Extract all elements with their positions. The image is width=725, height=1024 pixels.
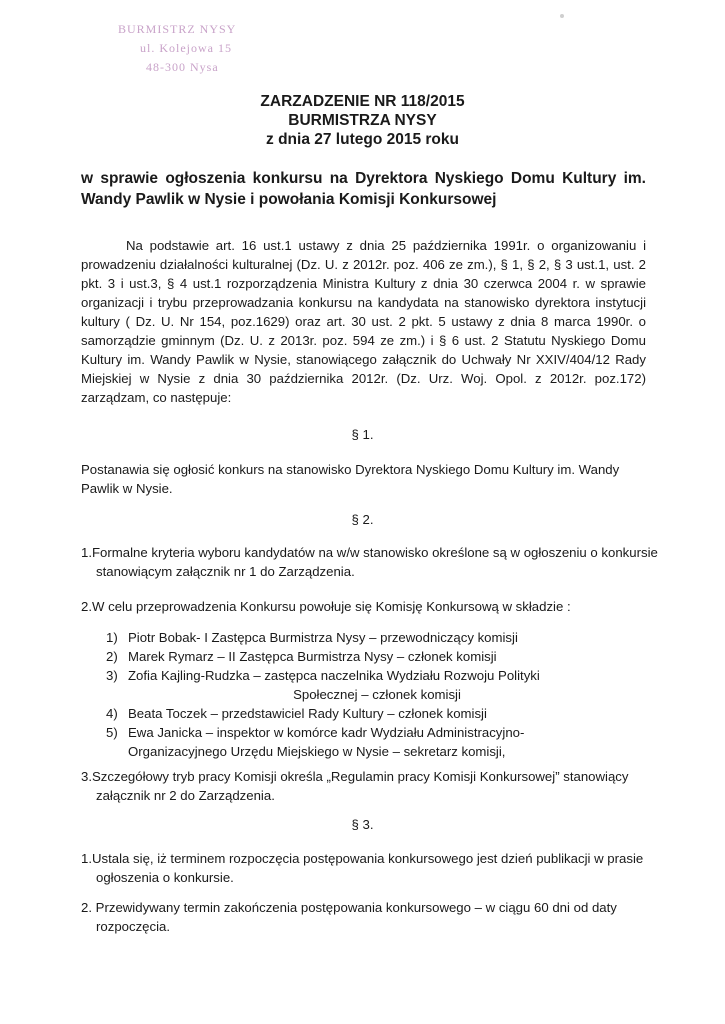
stamp-line-city: 48-300 Nysa bbox=[146, 60, 219, 74]
section-1-text: Postanawia się ogłosić konkurs na stanowisko Dyrektora Nyskiego Domu Kultury im. Wandy Pawlik w Nysie. bbox=[81, 462, 620, 496]
list-item-text: Beata Toczek – przedstawiciel Rady Kultury – członek komisji bbox=[128, 706, 487, 721]
list-item bbox=[106, 628, 626, 647]
section-3-point-2: 2. Przewidywany termin zakończenia postępowania konkursowego – w ciągu 60 dni od daty rozpoczęcia. bbox=[81, 900, 617, 934]
list-item-continuation: Organizacyjnego Urzędu Miejskiego w Nysie – sekretarz komisji, bbox=[128, 744, 506, 759]
document-header bbox=[0, 92, 725, 149]
list-item bbox=[106, 647, 626, 666]
scan-speck bbox=[560, 14, 564, 18]
list-item-text: Zofia Kajling-Rudzka – zastępca naczelnika Wydziału Rozwoju Polityki bbox=[128, 668, 540, 683]
commission-members-list bbox=[106, 628, 626, 761]
list-item-text: Piotr Bobak- I Zastępca Burmistrza Nysy – przewodniczący komisji bbox=[128, 630, 518, 645]
list-item-text: Ewa Janicka – inspektor w komórce kadr Wydziału Administracyjno- bbox=[128, 725, 525, 740]
ordinance-number: ZARZADZENIE NR 118/2015 bbox=[260, 93, 465, 110]
list-item bbox=[106, 666, 626, 704]
issuer: BURMISTRZA NYSY bbox=[288, 112, 437, 129]
section-2-point-1: 1.Formalne kryteria wyboru kandydatów na w/w stanowisko określone są w ogłoszeniu o konkursie stanowiącym załącznik nr 1 do Zarządzenia. bbox=[81, 545, 658, 579]
list-item-number: 1) bbox=[106, 630, 118, 645]
document-subject: w sprawie ogłoszenia konkursu na Dyrektora Nyskiego Domu Kultury im. Wandy Pawlik w Nysie i powołania Komisji Konkursowej bbox=[81, 170, 646, 208]
section-1-heading: § 1. bbox=[351, 427, 374, 442]
issue-date: z dnia 27 lutego 2015 roku bbox=[266, 131, 459, 148]
list-item bbox=[106, 723, 626, 761]
section-3-point-1: 1.Ustala się, iż terminem rozpoczęcia postępowania konkursowego jest dzień publikacji w prasie ogłoszenia o konkursie. bbox=[81, 851, 644, 885]
stamp-line-street: ul. Kolejowa 15 bbox=[140, 41, 232, 55]
list-item bbox=[106, 704, 626, 723]
section-2-point-2: 2.W celu przeprowadzenia Konkursu powołuje się Komisję Konkursową w składzie : bbox=[81, 599, 571, 614]
section-2-point-3: 3.Szczegółowy tryb pracy Komisji określa „Regulamin pracy Komisji Konkursowej” stanowiący załącznik nr 2 do Zarządzenia. bbox=[81, 769, 629, 803]
list-item-number: 4) bbox=[106, 706, 118, 721]
legal-basis-paragraph: Na podstawie art. 16 ust.1 ustawy z dnia 25 października 1991r. o organizowaniu i prowadzeniu działalności kulturalnej (Dz. U. z 2012r. poz. 406 ze zm.), § 1, § 2, § 3 ust.1, ust. 2 pkt. 3 i ust.3, § 4 ust.1 rozporządzenia Ministra Kultury z dnia 30 czerwca 2004 r. w sprawie organizacji i trybu przeprowadzania konkursu na kandydata na stanowisko dyrektora instytucji kultury ( Dz. U. Nr 154, poz.1629) oraz art. 30 ust. 2 pkt. 5 ustawy z dnia 8 marca 1990r. o samorządzie gminnym (Dz. U. z 2013r. poz. 594 ze zm.) i § 6 ust. 2 Statutu Nyskiego Domu Kultury im. Wandy Pawlik w Nysie, stanowiącego załącznik do Uchwały Nr XXIV/404/12 Rady Miejskiej w Nysie z dnia 30 października 2012r. (Dz. Urz. Woj. Opol. z 2012r. poz.172) zarządzam, co następuje: bbox=[81, 238, 646, 405]
list-item-number: 5) bbox=[106, 725, 118, 740]
list-item-number: 2) bbox=[106, 649, 118, 664]
stamp-line-title: BURMISTRZ NYSY bbox=[118, 22, 237, 36]
list-item-continuation: Społecznej – członek komisji bbox=[293, 687, 461, 702]
office-stamp bbox=[118, 20, 278, 77]
list-item-number: 3) bbox=[106, 668, 118, 683]
section-3-heading: § 3. bbox=[351, 817, 374, 832]
list-item-text: Marek Rymarz – II Zastępca Burmistrza Nysy – członek komisji bbox=[128, 649, 497, 664]
section-2-heading: § 2. bbox=[351, 512, 374, 527]
